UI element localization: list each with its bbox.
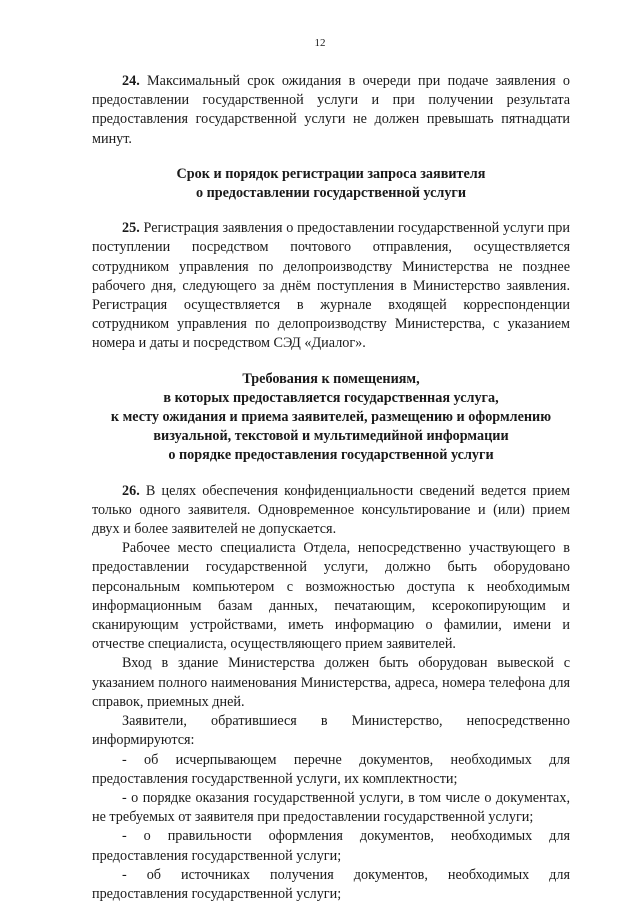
page-number: 12	[0, 37, 640, 49]
heading-line: Требования к помещениям,	[92, 370, 570, 389]
heading-line: о предоставлении государственной услуги	[92, 184, 570, 203]
paragraph-24	[92, 72, 570, 149]
heading-line: к месту ожидания и приема заявителей, размещению и оформлению	[92, 408, 570, 427]
paragraph-25-number: 25.	[122, 220, 140, 236]
heading-line: в которых предоставляется государственная услуга,	[92, 389, 570, 408]
paragraph-24-text: Максимальный срок ожидания в очереди при подаче заявления о предоставлении государственной услуги и при получении результата предоставления государственной услуги не должен превышать пятнадцати минут.	[92, 73, 570, 147]
list-item: - об исчерпывающем перечне документов, необходимых для предоставления государственной услуги, их комплектности;	[92, 751, 570, 789]
list-item: - об источниках получения документов, необходимых для предоставления государственной услуги;	[92, 866, 570, 904]
list-item: - о порядке оказания государственной услуги, в том числе о документах, не требуемых от заявителя при предоставлении государственной услуги;	[92, 789, 570, 827]
section-heading-premises	[92, 370, 570, 466]
page-content	[92, 72, 570, 904]
heading-line: о порядке предоставления государственной услуги	[92, 446, 570, 465]
heading-line: визуальной, текстовой и мультимедийной информации	[92, 427, 570, 446]
heading-line: Срок и порядок регистрации запроса заявителя	[92, 165, 570, 184]
paragraph-informed: Заявители, обратившиеся в Министерство, непосредственно информируются:	[92, 712, 570, 750]
paragraph-25	[92, 219, 570, 353]
information-list	[92, 751, 570, 904]
paragraph-26	[92, 482, 570, 540]
paragraph-entrance: Вход в здание Министерства должен быть оборудован вывеской с указанием полного наименования Министерства, адреса, номера телефона для справок, приемных дней.	[92, 654, 570, 712]
list-item: - о правильности оформления документов, необходимых для предоставления государственной услуги;	[92, 827, 570, 865]
paragraph-25-text: Регистрация заявления о предоставлении государственной услуги при поступлении посредством почтового отправления, осуществляется сотрудником управления по делопроизводству Министерства не позднее рабочего дня, следующего за днём поступления в Министерство заявления. Регистрация осуществляется в журнале входящей корреспонденции сотрудником управления по делопроизводству Министерства, с указанием номера и даты и посредством СЭД «Диалог».	[92, 220, 570, 351]
paragraph-24-number: 24.	[122, 73, 140, 89]
paragraph-26-number: 26.	[122, 483, 140, 499]
paragraph-workplace: Рабочее место специалиста Отдела, непосредственно участвующего в предоставлении государственной услуги, должно быть оборудовано персональным компьютером с возможностью доступа к необходимым информационным базам данных, печатающим, ксерокопирующим и сканирующим устройствами, иметь информацию о фамилии, имени и отчестве специалиста, осуществляющего прием заявителей.	[92, 539, 570, 654]
paragraph-26-text: В целях обеспечения конфиденциальности сведений ведется прием только одного заявителя. Одновременное консультирование и (или) прием двух и более заявителей не допускается.	[92, 483, 570, 537]
section-heading-registration	[92, 165, 570, 203]
